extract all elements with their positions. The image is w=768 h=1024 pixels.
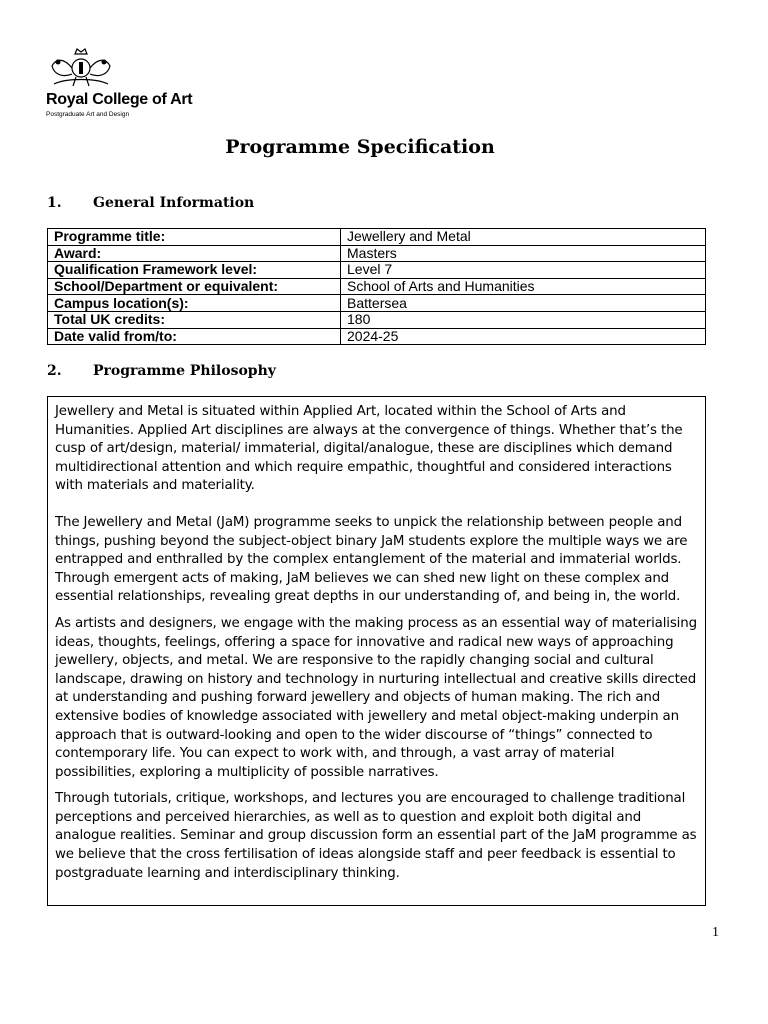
row-label: Date valid from/to: [48, 328, 341, 345]
logo-wordmark: Royal College of Art [46, 91, 193, 108]
general-information-table [47, 228, 706, 345]
row-label: Programme title: [48, 229, 341, 246]
table-row [48, 311, 706, 328]
row-label: Campus location(s): [48, 295, 341, 312]
table-row [48, 262, 706, 279]
section-number: 1. [47, 195, 62, 211]
row-label: Total UK credits: [48, 311, 341, 328]
page-title: Programme Specification [225, 136, 495, 158]
philosophy-paragraph: The Jewellery and Metal (JaM) programme seeks to unpick the relationship between people and things, pushing beyond the subject-object binary JaM students explore the multiple ways we are entrapped and enthralled by the complex entanglement of the material and immaterial worlds. Through emergent acts of making, JaM believes we can shed new light on these complex and essential relationships, revealing great depths in our understanding of, and being in, the world. [55, 514, 688, 605]
table-row [48, 278, 706, 295]
section-heading-general-information [47, 195, 254, 211]
programme-philosophy-box [47, 396, 706, 906]
table-row [48, 245, 706, 262]
section-heading-programme-philosophy [47, 363, 276, 379]
row-value: 180 [341, 311, 706, 328]
section-title: General Information [93, 195, 255, 211]
row-label: School/Department or equivalent: [48, 278, 341, 295]
row-value: Level 7 [341, 262, 706, 279]
philosophy-paragraph: Through tutorials, critique, workshops, and lectures you are encouraged to challenge traditional perceptions and perceived hierarchies, as well as to question and exploit both digital and analogue realities. Seminar and group discussion form an essential part of the JaM programme as we believe that the cross fertilisation of ideas alongside staff and peer feedback is essential to postgraduate learning and interdisciplinary thinking. [55, 791, 697, 881]
row-label: Award: [48, 245, 341, 262]
rca-logo [46, 44, 206, 118]
page-number: 1 [712, 925, 719, 940]
row-value: Battersea [341, 295, 706, 312]
row-value: Jewellery and Metal [341, 229, 706, 246]
logo-subtitle: Postgraduate Art and Design [46, 111, 130, 118]
row-value: School of Arts and Humanities [341, 278, 706, 295]
row-value: Masters [341, 245, 706, 262]
section-number: 2. [47, 363, 62, 379]
royal-crest-icon [46, 44, 116, 90]
table-row [48, 295, 706, 312]
row-label: Qualification Framework level: [48, 262, 341, 279]
row-value: 2024-25 [341, 328, 706, 345]
table-row [48, 229, 706, 246]
section-title: Programme Philosophy [93, 363, 276, 379]
philosophy-paragraph: Jewellery and Metal is situated within Applied Art, located within the School of Arts and Humanities. Applied Art disciplines are always at the convergence of things. Whether that’s the cusp of art/design, material/ immaterial, digital/analogue, these are disciplines which demand multidirectional attention and which require empathic, thoughtful and considered interactions with materials and materiality. [55, 404, 683, 494]
philosophy-paragraph: As artists and designers, we engage with the making process as an essential way of materialising ideas, thoughts, feelings, offering a space for innovative and radical new ways of approaching jewellery, objects, and metal. We are responsive to the rapidly changing social and cultural landscape, drawing on history and technology in nurturing intellectual and creative skills directed at understanding and pushing forward jewellery and objects of human making. The rich and extensive bodies of knowledge associated with jewellery and metal object-making underpin an approach that is outward-looking and open to the wider discourse of “things” connected to contemporary life. You can expect to work with, and through, a vast array of material possibilities, exploring a multiplicity of possible narratives. [55, 615, 697, 780]
table-row [48, 328, 706, 345]
